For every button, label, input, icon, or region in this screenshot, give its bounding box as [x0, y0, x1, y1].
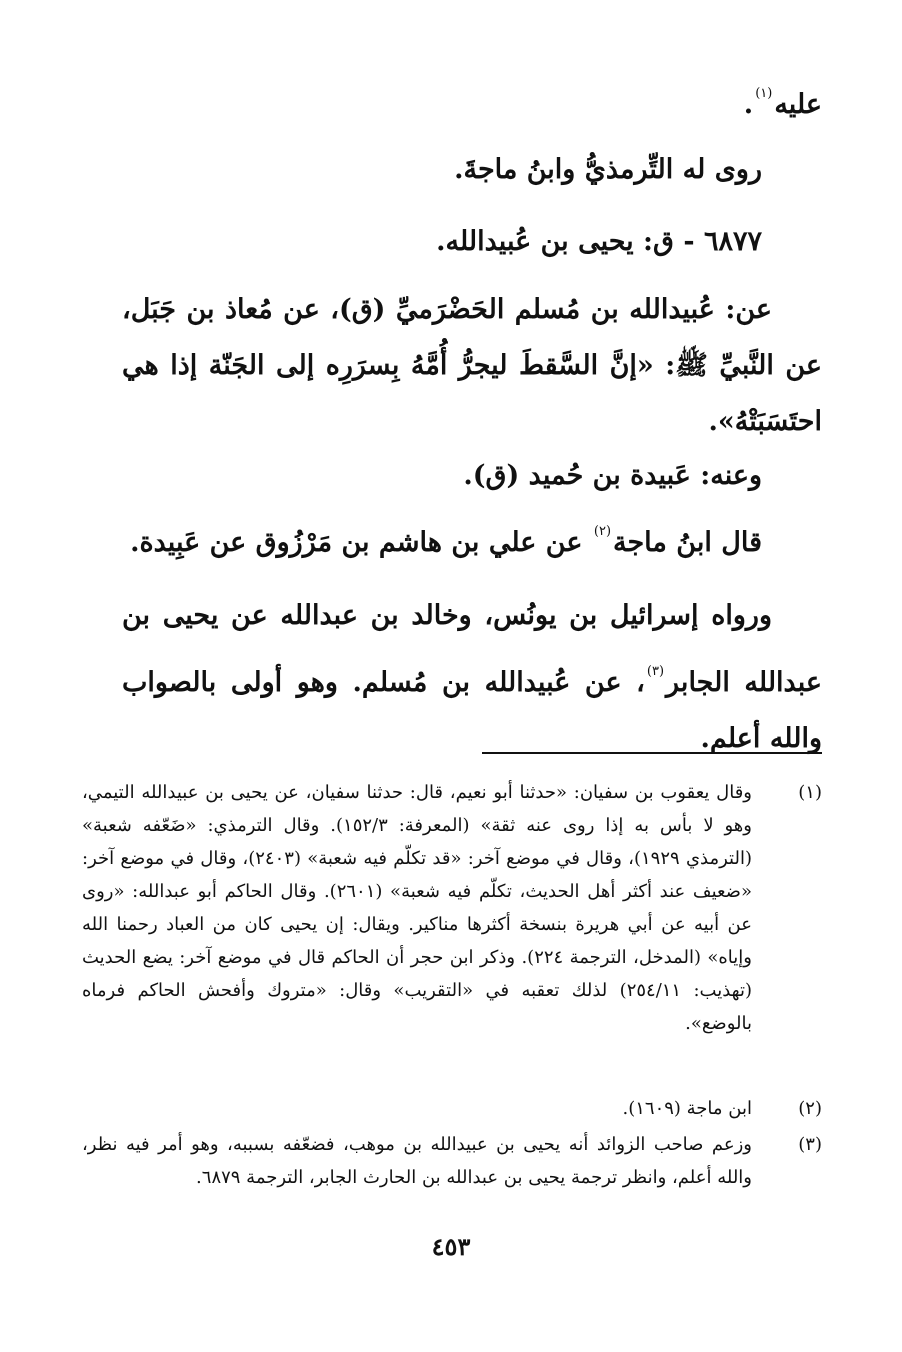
page-number: ٤٥٣	[431, 1232, 471, 1261]
qala-line	[130, 524, 762, 558]
rawah-paragraph	[122, 588, 822, 767]
footnote-ref-3: (٣)	[646, 664, 665, 679]
wa-anhu-line: وعنه: عَبيدة بن حُميد (ق).	[463, 460, 762, 491]
rawah-text-before: ورواه إسرائيل بن يونُس، وخالد بن عبدالله عن يحيى بن عبدالله الجابر	[122, 600, 822, 698]
footnote-1	[82, 776, 822, 1040]
continuation-line	[744, 86, 822, 120]
qala-text-before: قال ابنُ ماجة	[613, 527, 762, 558]
footnote-ref-2: (٢)	[593, 524, 612, 539]
narrators-line: روى له التِّرمذيُّ وابنُ ماجةَ.	[454, 154, 762, 185]
continuation-end: .	[743, 89, 754, 120]
continuation-text: عليه	[774, 89, 822, 120]
footnote-3	[82, 1128, 822, 1194]
footnote-text: ابن ماجة (١٦٠٩).	[622, 1098, 752, 1119]
qala-text-after: عن علي بن هاشم بن مَرْزُوق عن عَبِيدة.	[130, 527, 592, 558]
an-paragraph: عن: عُبيدالله بن مُسلم الحَضْرَميِّ (ق)، عن مُعاذ بن جَبَل، عن النَّبيِّ ﷺ: «إنَّ السَّقطَ ليجرُّ أُمَّهُ بِسرَرِه إلى الجَنّة إذا هي احتَسَبَتْهُ».	[122, 294, 822, 437]
footnote-2	[82, 1092, 822, 1125]
footnote-number: (٣)	[798, 1134, 822, 1155]
footnote-text: وزعم صاحب الزوائد أنه يحيى بن عبيدالله بن موهب، فضعّفه بسببه، وهو أمر فيه نظر، والله أعلم، وانظر ترجمة يحيى بن عبدالله بن الحارث الجابر، الترجمة ٦٨٧٩.	[82, 1134, 752, 1188]
entry-heading: ٦٨٧٧ - ق: يحيى بن عُبيدالله.	[436, 226, 762, 257]
rawah-text-after: ، عن عُبيدالله بن مُسلم. وهو أولى بالصواب والله أعلم.	[122, 667, 822, 754]
footnote-text: وقال يعقوب بن سفيان: «حدثنا أبو نعيم، قال: حدثنا سفيان، عن يحيى بن عبيدالله التيمي، وهو لا بأس به إذا روى عنه ثقة» (المعرفة: ١٥٢/٣). وقال الترمذي: «ضَعّفه شعبة» (الترمذي ١٩٢٩)، وقال في موضع آخر: «قد تكلّم فيه شعبة» (٢٤٠٣)، وقال في موضع آخر: «ضعيف عند أكثر أهل الحديث، تكلّم فيه شعبة» (٢٦٠١). وقال الحاكم أبو عبدالله: «روى عن أبيه عن أبي هريرة بنسخة أكثرها مناكير. ويقال: إن يحيى كان من العباد رحمنا الله وإياه» (المدخل، الترجمة ٢٢٤). وذكر ابن حجر أن الحاكم قال في موضع آخر: يضع الحديث (تهذيب: ٢٥٤/١١) لذلك تعقبه في «التقريب» وقال: «متروك وأفحش الحاكم فرماه بالوضع».	[82, 782, 752, 1034]
footnote-number: (١)	[798, 782, 822, 803]
footnote-number: (٢)	[798, 1098, 822, 1119]
footnote-ref-1: (١)	[755, 86, 773, 101]
footnote-separator	[482, 752, 822, 754]
